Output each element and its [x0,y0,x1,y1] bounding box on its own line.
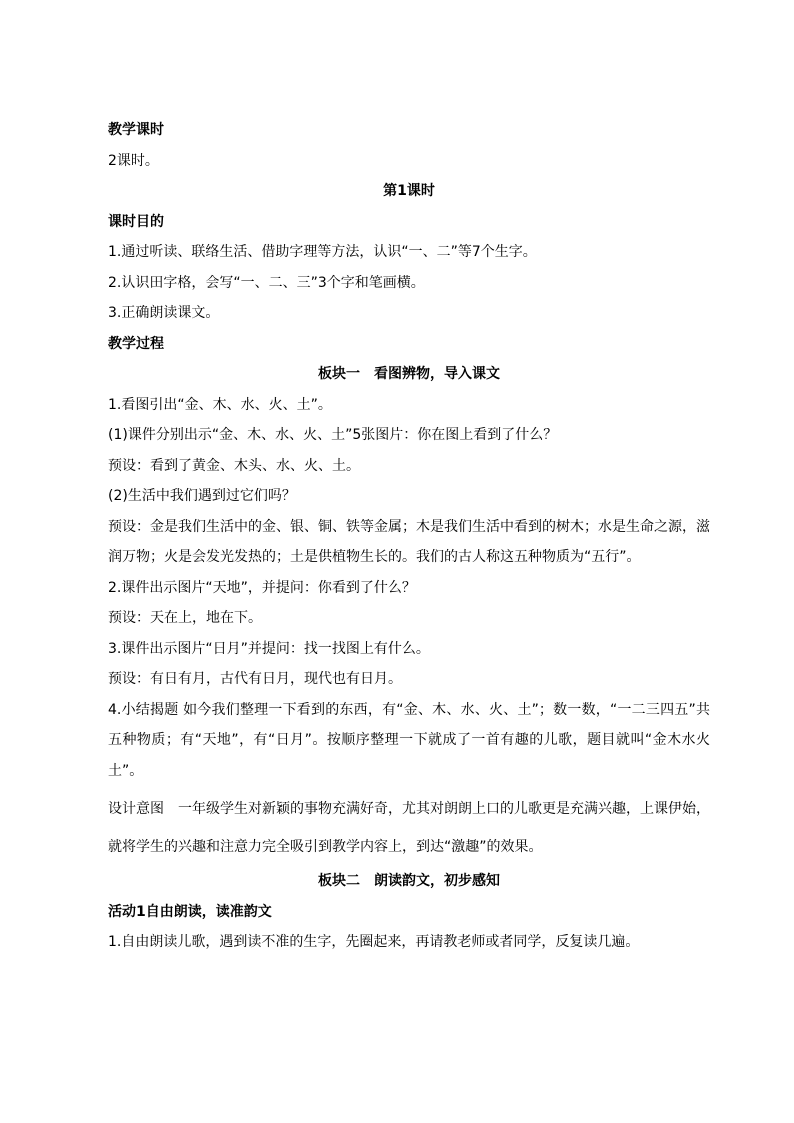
objective-item: 3.正确朗读课文。 [108,305,220,321]
document-body [108,115,710,958]
block1-item4-summary: 4.小结揭题 如今我们整理一下看到的东西，有“金、木、水、火、土”；数一数，“一二三四五”共五种物质；有“天地”，有“日月”。按顺序整理一下就成了一首有趣的儿歌，题目就叫“金木水火土”。 [108,701,710,779]
block1-item1-answer1: 预设：看到了黄金、木头、水、火、土。 [108,457,360,474]
block2-title: 板块二 朗读韵文，初步感知 [318,873,500,889]
block1-title: 板块一 看图辨物，导入课文 [318,366,500,382]
block1-item2: 2.课件出示图片“天地”，并提问：你看到了什么？ [108,579,416,596]
heading-process: 教学过程 [108,335,164,352]
block2-item1: 1.自由朗读儿歌，遇到读不准的生字，先圈起来，再请教老师或者同学，反复读几遍。 [108,934,640,950]
block1-item3-answer: 预设：有日有月，古代有日月，现代也有日月。 [108,671,402,687]
block1-item2-answer: 预设：天在上，地在下。 [108,610,262,626]
block1-item1-question1: (1)课件分别出示“金、木、水、火、土”5张图片：你在图上看到了什么？ [108,427,558,443]
block1-item1-answer2: 预设：金是我们生活中的金、银、铜、铁等金属；木是我们生活中看到的树木；水是生命之源，滋润万物；火是会发光发热的；土是供植物生长的。我们的古人称这五种物质为“五行”。 [108,518,710,565]
objective-item: 1.通过听读、联络生活、借助字理等方法，认识“一、二”等7个生字。 [108,244,537,260]
objective-item: 2.认识田字格，会写“一、二、三”3个字和笔画横。 [108,274,425,291]
block1-item1-question2: (2)生活中我们遇到过它们吗？ [108,488,296,504]
block1-item3: 3.课件出示图片“日月”并提问：找一找图上有什么。 [108,640,430,657]
block1-item1: 1.看图引出“金、木、水、火、土”。 [108,396,332,413]
lesson-title: 第1课时 [383,183,435,199]
heading-objectives: 课时目的 [108,213,164,230]
heading-teaching-hours: 教学课时 [108,122,164,138]
teaching-hours-value: 2课时。 [108,152,159,169]
block2-activity1: 活动1自由朗读，读准韵文 [108,903,272,920]
design-intent: 设计意图 一年级学生对新颖的事物充满好奇，尤其对朗朗上口的儿歌更是充满兴趣，上课伊始，就将学生的兴趣和注意力完全吸引到教学内容上，到达“激趣”的效果。 [108,801,710,855]
